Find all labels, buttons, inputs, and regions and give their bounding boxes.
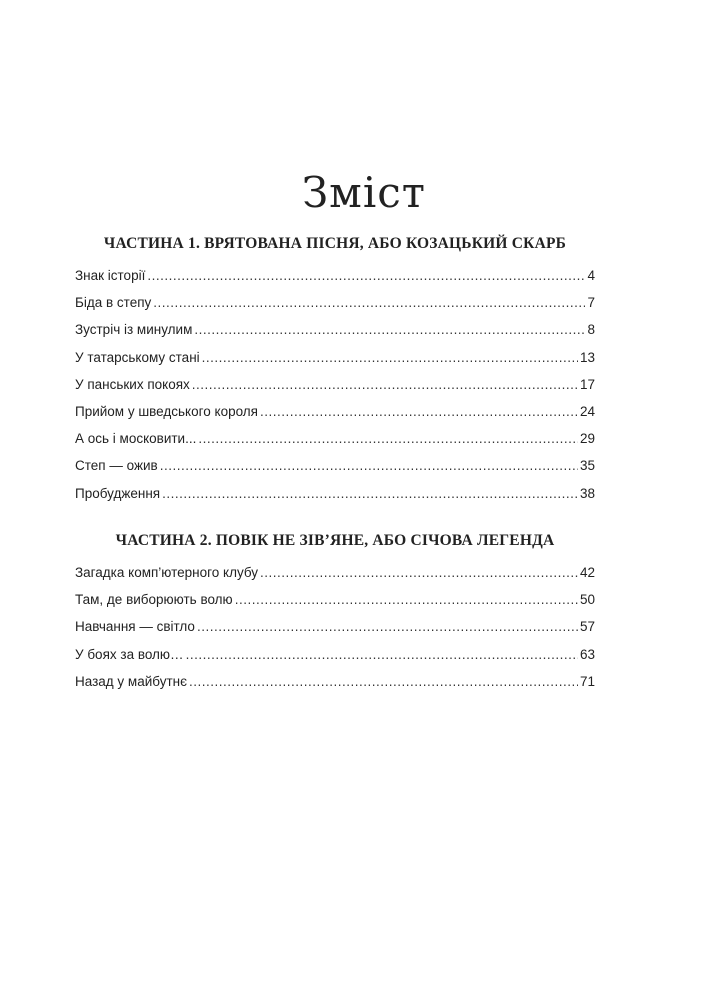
dot-leader	[260, 565, 578, 580]
toc-entry-page: 71	[579, 673, 595, 689]
toc-entry-page: 57	[579, 619, 595, 635]
dot-leader	[198, 431, 578, 446]
toc-entry-title: Загадка комп’ютерного клубу	[75, 565, 259, 580]
toc-entry[interactable]	[75, 674, 595, 701]
toc-entry-title: Прийом у шведського короля	[75, 403, 258, 419]
toc-entry-title: Там, де виборюють волю	[75, 592, 233, 608]
toc-entry-title: Навчання — світло	[75, 619, 195, 635]
toc-entry-page: 8	[587, 322, 595, 338]
toc-entry-title: А ось і московити...	[75, 431, 197, 447]
toc-entry-title: Степ — ожив	[75, 458, 158, 474]
toc-entry[interactable]	[75, 268, 595, 295]
toc-entry-title: Знак історії	[75, 268, 146, 283]
part-2-heading: ЧАСТИНА 2. ПОВІК НЕ ЗІВ’ЯНЕ, АБО СІЧОВА ЛЕГЕНДА	[115, 532, 555, 549]
toc-entry[interactable]	[75, 592, 595, 619]
toc-entry[interactable]	[75, 647, 595, 674]
dot-leader	[260, 404, 578, 419]
toc-entry[interactable]	[75, 377, 595, 404]
dot-leader	[160, 458, 578, 473]
dot-leader	[197, 619, 578, 634]
dot-leader	[235, 592, 578, 607]
toc-entry[interactable]	[75, 295, 595, 322]
toc-entry[interactable]	[75, 322, 595, 349]
toc-entry-page: 4	[587, 268, 595, 283]
page-title: Зміст	[301, 168, 427, 218]
toc-entry-title: У панських покоях	[75, 376, 190, 392]
dot-leader	[192, 377, 578, 392]
part-1-toc-list	[75, 268, 595, 513]
dot-leader	[202, 350, 578, 365]
toc-entry-page: 7	[587, 295, 595, 311]
toc-entry-page: 29	[579, 431, 595, 447]
toc-entry-title: У боях за волю…	[75, 646, 184, 662]
toc-entry-page: 24	[579, 403, 595, 419]
dot-leader	[189, 674, 578, 689]
toc-entry-page: 13	[579, 349, 595, 365]
toc-entry-page: 42	[579, 565, 595, 580]
toc-entry-title: У татарському стані	[75, 349, 200, 365]
toc-entry-page: 35	[579, 458, 595, 474]
toc-entry[interactable]	[75, 431, 595, 458]
dot-leader	[194, 322, 585, 337]
dot-leader	[147, 268, 585, 283]
toc-entry-page: 17	[579, 376, 595, 392]
toc-entry[interactable]	[75, 404, 595, 431]
toc-entry-page: 50	[579, 592, 595, 608]
dot-leader	[186, 647, 578, 662]
toc-entry-page: 63	[579, 646, 595, 662]
part-2-toc-list	[75, 565, 595, 701]
toc-entry-page: 38	[579, 485, 595, 501]
toc-entry[interactable]	[75, 350, 595, 377]
toc-entry-title: Пробудження	[75, 485, 161, 501]
toc-entry-title: Назад у майбутнє	[75, 673, 187, 689]
toc-entry[interactable]	[75, 486, 595, 513]
part-1-heading: ЧАСТИНА 1. ВРЯТОВАНА ПІСНЯ, АБО КОЗАЦЬКИЙ СКАРБ	[103, 235, 567, 252]
dot-leader	[162, 486, 578, 501]
toc-entry[interactable]	[75, 619, 595, 646]
toc-entry-title: Біда в степу	[75, 295, 152, 311]
toc-entry[interactable]	[75, 565, 595, 592]
toc-entry-title: Зустріч із минулим	[75, 322, 193, 338]
dot-leader	[153, 295, 585, 310]
toc-entry[interactable]	[75, 458, 595, 485]
